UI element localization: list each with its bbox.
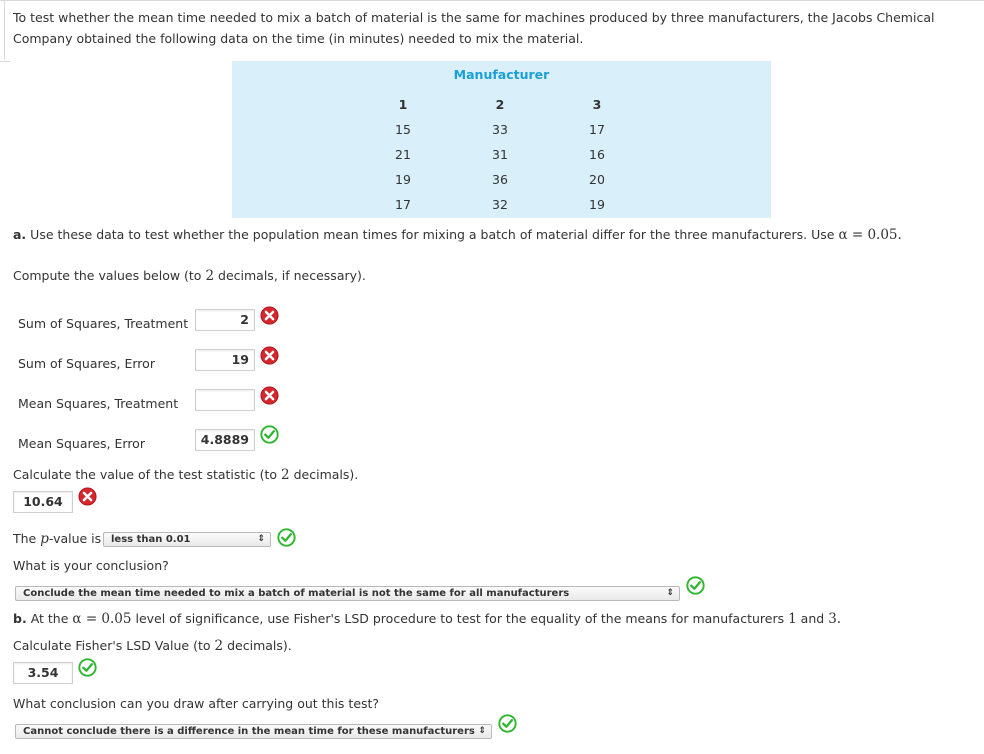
correct-icon: [260, 425, 279, 444]
table-cell: 15: [395, 122, 411, 137]
pvalue-selected: less than 0.01: [111, 534, 191, 545]
alpha-expression: α = 0.05.: [838, 227, 902, 243]
conclusion-question: What is your conclusion?: [13, 558, 169, 573]
lsd-post: decimals).: [227, 638, 292, 653]
table-cell: 19: [589, 197, 605, 212]
test-stat-instructions: [13, 467, 358, 483]
column-header-1: 1: [398, 97, 408, 112]
ss-treatment-label: Sum of Squares, Treatment: [18, 316, 189, 331]
compute-num: 2: [205, 268, 215, 284]
ms-treatment-label: Mean Squares, Treatment: [18, 396, 179, 411]
part-b-text-mid: level of significance, use Fisher's LSD procedure to test for the equality of the means for manufacturers: [135, 611, 785, 626]
pvalue-post: -value is: [48, 531, 102, 546]
table-title: Manufacturer: [453, 67, 550, 82]
part-b-question: [13, 611, 841, 627]
incorrect-icon: [260, 306, 279, 325]
test-stat-pre: Calculate the value of the test statistic (to: [13, 467, 278, 482]
table-cell: 31: [492, 147, 508, 162]
data-table: [232, 61, 771, 218]
test-stat-num: 2: [281, 467, 290, 483]
incorrect-icon: [260, 346, 279, 365]
ms-treatment-input[interactable]: [195, 389, 255, 411]
conclusion-select[interactable]: [15, 586, 680, 601]
pvalue-var: p: [40, 531, 49, 547]
lsd-input[interactable]: 3.54: [13, 662, 73, 684]
compute-post: decimals, if necessary).: [218, 268, 366, 283]
compute-instructions: [13, 268, 366, 284]
table-cell: 33: [492, 122, 508, 137]
column-header-3: 3: [592, 97, 602, 112]
part-b-text-pre: At the: [30, 611, 69, 626]
part-b-alpha: α = 0.05: [72, 611, 132, 627]
pvalue-select[interactable]: [103, 532, 271, 547]
incorrect-icon: [260, 386, 279, 405]
select-arrows-icon: ⇕: [257, 534, 265, 544]
manufacturer-1: 1: [788, 611, 797, 627]
ms-error-input[interactable]: 4.8889: [195, 429, 255, 451]
lsd-conclusion-select[interactable]: [15, 724, 492, 739]
lsd-instructions: [13, 638, 292, 654]
conclusion-selected: Conclude the mean time needed to mix a batch of material is not the same for all manufacturers: [23, 588, 570, 599]
lsd-conclusion-question: What conclusion can you draw after carrying out this test?: [13, 696, 380, 711]
select-arrows-icon: ⇕: [478, 726, 486, 736]
ss-treatment-input[interactable]: 2: [195, 309, 255, 331]
pvalue-label: [13, 531, 101, 547]
pvalue-pre: The: [13, 531, 37, 546]
part-b-and: and: [800, 611, 825, 626]
part-a-text: Use these data to test whether the population mean times for mixing a batch of material differ for the three manufacturers. Use: [30, 227, 835, 242]
problem-intro: To test whether the mean time needed to mix a batch of material is the same for machines produced by three manufacturers, the Jacobs Chemical Company obtained the following data on the time (in minutes) needed to mix the material.: [13, 10, 935, 46]
table-cell: 17: [589, 122, 605, 137]
lsd-pre: Calculate Fisher's LSD Value (to: [13, 638, 211, 653]
test-stat-input[interactable]: 10.64: [13, 491, 73, 513]
table-cell: 21: [395, 147, 411, 162]
incorrect-icon: [78, 487, 97, 506]
compute-pre: Compute the values below (to: [13, 268, 202, 283]
correct-icon: [686, 576, 705, 595]
part-a-prefix: a.: [13, 227, 27, 242]
table-cell: 19: [395, 172, 411, 187]
table-cell: 16: [589, 147, 605, 162]
part-b-prefix: b.: [13, 611, 27, 626]
correct-icon: [277, 528, 296, 547]
table-cell: 36: [492, 172, 508, 187]
ss-error-input[interactable]: 19: [195, 349, 255, 371]
test-stat-post: decimals).: [293, 467, 359, 482]
column-header-2: 2: [495, 97, 505, 112]
select-arrows-icon: ⇕: [666, 588, 674, 598]
lsd-num: 2: [214, 638, 224, 654]
table-cell: 20: [589, 172, 605, 187]
part-a-question: [13, 227, 902, 243]
table-cell: 17: [395, 197, 411, 212]
correct-icon: [498, 714, 517, 733]
manufacturer-3: 3.: [828, 611, 842, 627]
correct-icon: [78, 658, 97, 677]
ms-error-label: Mean Squares, Error: [18, 436, 145, 451]
lsd-conclusion-selected: Cannot conclude there is a difference in the mean time for these manufacturers: [23, 726, 475, 737]
table-cell: 32: [492, 197, 508, 212]
ss-error-label: Sum of Squares, Error: [18, 356, 155, 371]
